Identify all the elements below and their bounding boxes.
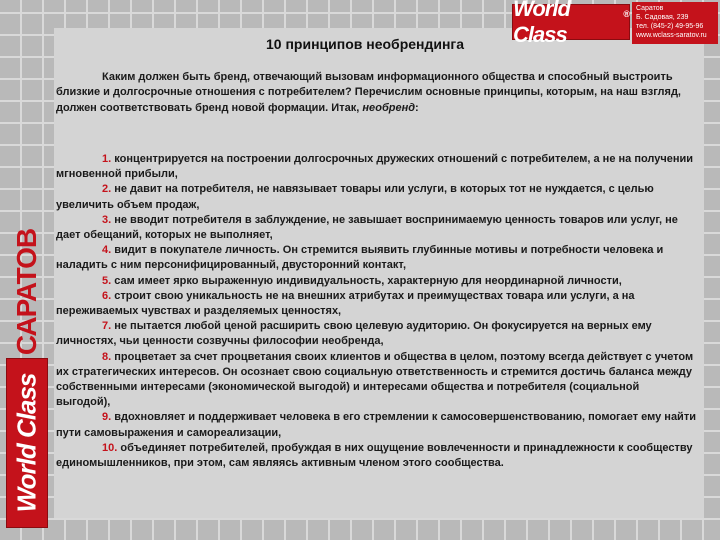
item-text: не давит на потребителя, не навязывает товары или услуги, в которых тот не нуждается, с целью увеличить объем продаж, bbox=[56, 183, 654, 211]
item-text: видит в покупателе личность. Он стремится выявить глубинные мотивы и потребности человека и наладить с ним персонифицированный, двусторонний контакт, bbox=[56, 244, 664, 272]
item-number: 7. bbox=[102, 320, 112, 333]
side-logo-text: World Class bbox=[11, 373, 42, 513]
list-item bbox=[56, 182, 696, 212]
list-item bbox=[56, 213, 696, 243]
logo-text: World Class bbox=[513, 0, 570, 47]
list-item bbox=[56, 350, 696, 411]
item-text: вдохновляет и поддерживает человека в его стремлении к самосовершенствованию, помогает ему найти пути самовыражения и самореализации, bbox=[56, 411, 696, 439]
item-text: концентрируется на построении долгосрочных дружеских отношений с потребителем, а не на получении мгновенной прибыли, bbox=[56, 153, 694, 181]
intro-end: : bbox=[415, 101, 419, 114]
item-number: 3. bbox=[102, 213, 112, 226]
item-number: 8. bbox=[102, 350, 112, 363]
address-line: тел. (845-2) 49-95-96 bbox=[636, 23, 704, 30]
item-text: не пытается любой ценой расширить свою целевую аудиторию. Он фокусируется на верных ему личностях, чьи ценности созвучны философии необренда, bbox=[56, 320, 652, 348]
side-city-text: САРАТОВ bbox=[11, 228, 42, 356]
item-text: сам имеет ярко выраженную индивидуальность, характерную для неординарной личности, bbox=[111, 274, 622, 287]
side-logo bbox=[6, 358, 48, 528]
item-text: не вводит потребителя в заблуждение, не завышает воспринимаемую ценность товаров или услуг, не дает обещаний, которых не выполняет, bbox=[56, 213, 678, 242]
side-branding bbox=[2, 228, 52, 528]
item-number: 2. bbox=[102, 183, 112, 196]
item-number: 10. bbox=[102, 441, 118, 454]
principles-list bbox=[56, 152, 696, 471]
address-line: Саратов bbox=[636, 5, 664, 12]
page-title: 10 принципов необрендинга bbox=[266, 36, 465, 52]
item-number: 5. bbox=[102, 274, 112, 287]
world-class-logo bbox=[512, 0, 630, 47]
address-block bbox=[632, 2, 718, 44]
intro-paragraph bbox=[56, 70, 696, 116]
list-item bbox=[56, 319, 696, 349]
list-item bbox=[56, 441, 696, 471]
list-item bbox=[56, 243, 696, 273]
list-item bbox=[56, 152, 696, 182]
address-line: Б. Садовая, 239 bbox=[636, 14, 689, 21]
intro-text: Каким должен быть бренд, отвечающий вызовам информационного общества и способный выстроить близкие и долгосрочные отношения с потребителем? Перечислим основные принципы, которым, на наш взгляд, должен соответствовать бренд новой формации. Итак, bbox=[56, 71, 681, 114]
item-number: 6. bbox=[102, 289, 112, 302]
intro-emphasis: необренд bbox=[362, 101, 416, 114]
item-number: 1. bbox=[102, 153, 112, 165]
side-city-label bbox=[10, 228, 44, 356]
item-number: 4. bbox=[102, 244, 112, 257]
item-text: строит свою уникальность не на внешних атрибутах и преимуществах товара или услуги, а на переживаемых чувствах и разделяемых ценностях, bbox=[56, 289, 635, 318]
logo-reg-mark: ® bbox=[623, 9, 629, 19]
list-item bbox=[56, 274, 696, 289]
list-item bbox=[56, 289, 696, 319]
address-line: www.wclass-saratov.ru bbox=[636, 32, 707, 39]
item-number: 9. bbox=[102, 411, 112, 424]
item-text: объединяет потребителей, пробуждая в них ощущение вовлеченности и принадлежности к сообществу единомышленников, при этом, сам являясь активным членом этого сообщества. bbox=[56, 441, 693, 470]
item-text: процветает за счет процветания своих клиентов и общества в целом, поэтому всегда действует с учетом их стратегических интересов. Он осознает свою социальную ответственность и стремится достичь баланса между собственными интересами (экономической выгодой) и интересами общества и потребителя (социальной выгодой), bbox=[56, 350, 694, 409]
list-item bbox=[56, 410, 696, 440]
